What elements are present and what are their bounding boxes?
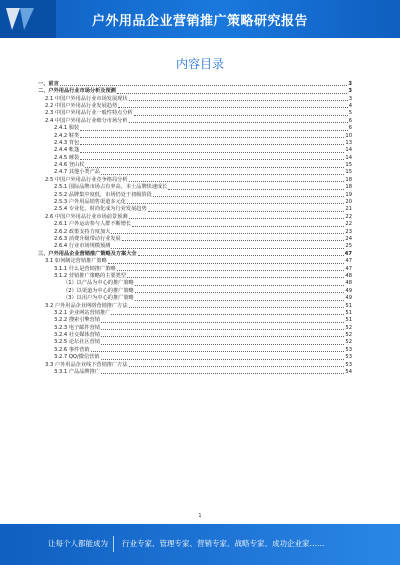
toc-entry-title: 3.3.1 产品品牌推广 [54, 369, 100, 376]
toc-entry-title: 3.2.7 QQ/微信营销 [54, 354, 100, 361]
toc-entry[interactable] [38, 117, 352, 124]
toc-entry-title: 3.2.3 电子邮件营销 [54, 324, 100, 331]
toc-entry[interactable] [38, 191, 352, 198]
toc-leader-dots [129, 218, 345, 219]
toc-leader-dots [153, 196, 345, 197]
toc-entry-title: 三、户外用品企业营销推广策略及方案大全 [38, 250, 137, 257]
footer-divider [113, 536, 114, 552]
toc-leader-dots [80, 159, 344, 160]
toc-leader-dots [80, 152, 344, 153]
toc-entry-title: 3.2 户外用品企业网络营销推广方法 [45, 302, 128, 309]
toc-entry-page: 54 [345, 369, 352, 376]
toc-entry-title: 3.2.6 事件营销 [54, 346, 90, 353]
toc-leader-dots [129, 366, 345, 367]
toc-leader-dots [148, 211, 345, 212]
toc-entry[interactable] [38, 110, 352, 117]
toc-entry-page: 18 [345, 176, 352, 183]
toc-entry[interactable] [38, 139, 352, 146]
toc-leader-dots [108, 263, 345, 264]
toc-leader-dots [127, 203, 344, 204]
table-of-contents [38, 80, 352, 376]
toc-entry-title: 3.1.1 什么是营销推广策略 [54, 265, 116, 272]
toc-entry[interactable] [38, 309, 352, 316]
toc-heading: 内容目录 [175, 57, 224, 71]
toc-entry[interactable] [38, 198, 352, 205]
toc-entry-title: 2.5.2 品牌集中度低，市场仍处于初级阶段 [54, 191, 152, 198]
report-title: 户外用品企业营销推广策略研究报告 [91, 14, 308, 29]
toc-entry-page: 24 [345, 236, 352, 242]
toc-entry[interactable] [38, 132, 352, 139]
toc-entry-title: 2.5.4 专业化、时尚化成为行业发展趋势 [54, 206, 147, 213]
toc-leader-dots [111, 314, 344, 315]
toc-entry-page: 47 [344, 250, 352, 257]
toc-entry-title: 3.2.2 搜索引擎营销 [54, 317, 100, 324]
toc-leader-dots [135, 300, 345, 301]
toc-leader-dots [122, 240, 345, 241]
toc-leader-dots [101, 336, 344, 337]
toc-entry-title: 2.2 中国户外用品行业发展趋势 [45, 102, 118, 109]
toc-entry-page: 5 [348, 110, 352, 117]
toc-entry-title: 一、前言 [38, 80, 59, 87]
toc-entry-title: 2.4 中国户外用品行业细分市场分析 [45, 117, 128, 124]
toc-entry-title: 2.4.5 睡袋 [54, 154, 80, 161]
toc-entry[interactable] [38, 331, 352, 338]
toc-entry-page: 18 [345, 184, 352, 191]
toc-entry-page: 53 [345, 361, 352, 368]
toc-entry-title: 2.4.3 背包 [54, 139, 80, 146]
toc-leader-dots [117, 270, 345, 271]
toc-leader-dots [101, 344, 344, 345]
toc-entry-page: 6 [348, 117, 352, 124]
toc-leader-dots [129, 122, 348, 123]
toc-entry[interactable] [38, 250, 352, 257]
toc-entry[interactable] [38, 265, 352, 272]
toc-entry[interactable] [38, 317, 352, 324]
toc-entry-page: 53 [345, 346, 352, 353]
toc-entry-title: 2.6.2 政策支持力度加大 [54, 228, 111, 235]
toc-entry[interactable] [38, 368, 352, 375]
toc-entry[interactable] [38, 243, 352, 250]
footer-slogan: 让每个人都能成为 [48, 539, 108, 548]
toc-entry-title: 2.4.7 其他小类产品 [54, 169, 100, 176]
toc-entry-page: 47 [345, 265, 352, 272]
toc-entry-page: 51 [345, 317, 352, 324]
toc-leader-dots [111, 233, 344, 234]
toc-entry-page: 53 [345, 354, 352, 361]
toc-leader-dots [101, 373, 344, 374]
toc-entry-title: 2.3 中国户外用品行业一般性特点分析 [45, 110, 133, 117]
toc-entry[interactable] [38, 161, 352, 168]
toc-entry[interactable] [38, 272, 352, 279]
toc-entry-page: 51 [345, 302, 352, 309]
toc-leader-dots [129, 181, 345, 182]
toc-leader-dots [135, 285, 345, 286]
toc-entry-title: 2.6 中国户外用品行业市场前景预测 [45, 213, 128, 220]
toc-leader-dots [60, 85, 348, 86]
toc-entry-title: 3.1.2 营销推广策略的主要类型 [54, 272, 126, 279]
toc-entry[interactable] [38, 280, 352, 287]
toc-entry-title: （2）以渠道为中心的推广策略 [63, 287, 134, 294]
toc-entry-title: 3.2.1 企业网站营销推广 [54, 309, 111, 316]
toc-leader-dots [111, 248, 344, 249]
toc-entry-title: （3）以用户为中心的推广策略 [63, 295, 134, 302]
toc-entry-title: 二、户外用品行业市场分析及预测 [38, 88, 116, 95]
toc-leader-dots [117, 93, 348, 94]
toc-entry-page: 22 [345, 221, 352, 228]
toc-entry-page: 15 [345, 162, 352, 169]
toc-entry[interactable] [38, 80, 352, 87]
toc-leader-dots [80, 137, 344, 138]
toc-entry-title: 2.5 中国户外用品行业竞争格局分析 [45, 176, 128, 183]
toc-leader-dots [138, 255, 344, 256]
footer-banner [0, 524, 400, 565]
footer-tagline: 行业专家、管理专家、营销专家、战略专家、成功企业家…… [122, 539, 325, 548]
toc-entry-title: 2.6.1 户外运动参与人群不断增长 [54, 221, 132, 228]
toc-entry-page: 52 [345, 339, 352, 346]
toc-entry-page: 20 [345, 199, 352, 206]
toc-entry[interactable] [38, 220, 352, 227]
toc-entry-title: 2.4.6 登山杖 [54, 162, 85, 169]
toc-entry[interactable] [38, 206, 352, 213]
toc-leader-dots [132, 226, 344, 227]
toc-entry[interactable] [38, 324, 352, 331]
toc-leader-dots [101, 359, 345, 360]
toc-entry-page: 52 [345, 332, 352, 339]
toc-entry-title: （1）以产品为中心的推广策略 [63, 280, 134, 287]
header-banner [0, 0, 400, 38]
toc-entry-title: 3.3 户外用品企业线下营销推广方法 [45, 361, 128, 368]
toc-leader-dots [129, 307, 345, 308]
toc-entry[interactable] [38, 154, 352, 161]
toc-entry-page: 3 [348, 80, 352, 87]
toc-leader-dots [168, 189, 344, 190]
toc-entry-page: 14 [345, 154, 352, 161]
page-number: 1 [198, 513, 202, 519]
toc-entry[interactable] [38, 287, 352, 294]
toc-entry[interactable] [38, 361, 352, 368]
toc-entry[interactable] [38, 235, 352, 242]
toc-leader-dots [135, 292, 345, 293]
toc-entry-page: 4 [348, 102, 352, 109]
toc-entry-page: 21 [345, 206, 352, 213]
toc-entry[interactable] [38, 87, 352, 94]
toc-leader-dots [80, 130, 347, 131]
toc-entry[interactable] [38, 353, 352, 360]
toc-entry-page: 3 [348, 95, 352, 102]
toc-entry-page: 10 [345, 132, 352, 139]
toc-entry-page: 25 [345, 243, 352, 250]
toc-entry-page: 23 [345, 228, 352, 235]
toc-entry[interactable] [38, 339, 352, 346]
toc-entry-page: 13 [345, 139, 352, 146]
toc-entry-page: 49 [345, 295, 352, 302]
toc-entry-page: 19 [345, 191, 352, 198]
toc-entry[interactable] [38, 169, 352, 176]
toc-entry-title: 2.4.4 帐篷 [54, 147, 80, 154]
toc-entry-title: 2.4.1 服装 [54, 125, 80, 132]
toc-leader-dots [127, 277, 344, 278]
toc-entry-title: 2.5.1 国际品牌市场占有率高，本土品牌快速成长 [54, 184, 168, 191]
toc-entry-title: 3.2.5 论坛社区营销 [54, 339, 100, 346]
toc-entry-page: 48 [345, 272, 352, 279]
toc-entry-page: 51 [345, 309, 352, 316]
toc-entry[interactable] [38, 294, 352, 301]
toc-entry-page: 22 [345, 213, 352, 220]
toc-entry-page: 48 [345, 280, 352, 287]
toc-entry[interactable] [38, 124, 352, 131]
toc-entry-page: 52 [345, 324, 352, 331]
toc-entry[interactable] [38, 213, 352, 220]
toc-leader-dots [101, 322, 344, 323]
toc-entry-title: 3.1 如何制定营销推广策略 [45, 258, 107, 265]
toc-entry[interactable] [38, 228, 352, 235]
toc-leader-dots [80, 144, 344, 145]
toc-leader-dots [134, 115, 348, 116]
toc-entry[interactable] [38, 147, 352, 154]
toc-leader-dots [101, 174, 344, 175]
toc-entry-title: 2.5.3 户外用品销售渠道多元化 [54, 199, 126, 206]
toc-leader-dots [129, 100, 348, 101]
toc-entry[interactable] [38, 257, 352, 264]
toc-entry-title: 2.6.4 行业市场规模预测 [54, 243, 111, 250]
toc-entry-page: 15 [345, 169, 352, 176]
toc-entry-title: 3.2.4 社交媒体营销 [54, 332, 100, 339]
toc-entry-title: 2.4.2 鞋类 [54, 132, 80, 139]
toc-entry-page: 6 [348, 125, 352, 132]
toc-entry[interactable] [38, 102, 352, 109]
toc-leader-dots [85, 167, 344, 168]
toc-entry-page: 49 [345, 287, 352, 294]
toc-entry-title: 2.6.3 消费升级带动行业发展 [54, 236, 121, 242]
toc-entry-page: 47 [345, 258, 352, 265]
toc-entry[interactable] [38, 302, 352, 309]
toc-entry-page: 3 [348, 88, 352, 95]
toc-entry[interactable] [38, 176, 352, 183]
toc-entry[interactable] [38, 346, 352, 353]
toc-leader-dots [118, 107, 348, 108]
toc-leader-dots [101, 329, 344, 330]
toc-entry[interactable] [38, 183, 352, 190]
toc-entry-page: 14 [345, 147, 352, 154]
toc-entry-title: 2.1 中国户外用品行业市场发展现状 [45, 95, 128, 102]
toc-entry[interactable] [38, 95, 352, 102]
toc-leader-dots [91, 351, 345, 352]
